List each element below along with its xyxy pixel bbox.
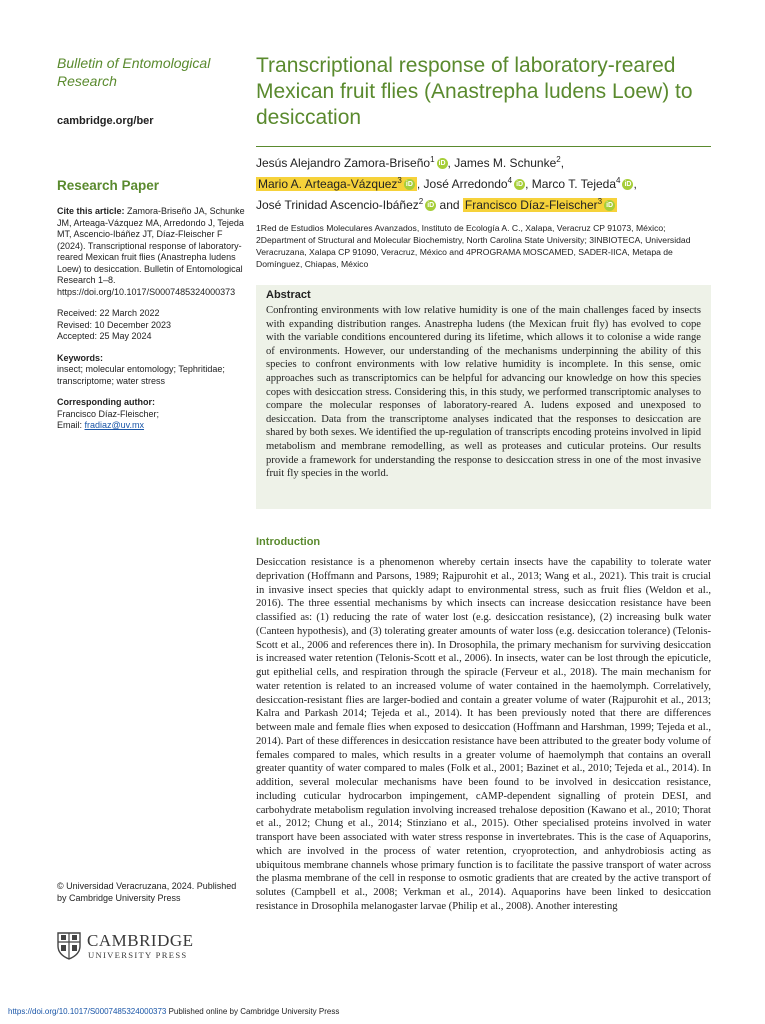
author-line: Jesús Alejandro Zamora-Briseño$^1$ iD , James M. Schunke$^2$, (256, 155, 565, 170)
dates (57, 308, 247, 343)
page-footer (8, 1007, 339, 1016)
journal-name: Bulletin of Entomological Research (57, 55, 211, 89)
author-name-text: James M. Schunke (454, 156, 557, 170)
affiliation-marker: 2 (418, 197, 424, 206)
footer-text: Published online by Cambridge University Press (168, 1007, 340, 1016)
affiliation-marker: 3 (397, 176, 402, 185)
keywords (57, 353, 247, 388)
author-name[interactable] (256, 177, 417, 191)
sidebar (57, 206, 247, 442)
affiliation-marker: 1 (430, 155, 435, 164)
publisher-name: CAMBRIDGE (87, 931, 194, 950)
author-name[interactable] (454, 156, 561, 170)
introduction-heading: Introduction (256, 536, 321, 548)
article-type: Research Paper (57, 178, 160, 193)
cite-label: Cite this article: (57, 206, 125, 216)
accepted-date: Accepted: 25 May 2024 (57, 331, 152, 341)
copyright: © Universidad Veracruzana, 2024. Published by Cambridge University Press (57, 881, 237, 903)
corr-label: Corresponding author: (57, 397, 155, 407)
author-line: Mario A. Arteaga-Vázquez$^3$ iD , José Arredondo$^4$ iD , Marco T. Tejeda$^4$ iD , (258, 176, 637, 191)
citation (57, 206, 247, 298)
affiliation-marker: 2 (556, 155, 561, 164)
doi-link[interactable]: https://doi.org/10.1017/S0007485324000373 (8, 1007, 167, 1016)
author-name[interactable] (256, 156, 448, 170)
email-link[interactable]: fradiaz@uv.mx (84, 420, 145, 430)
publisher-subname: UNIVERSITY PRESS (88, 950, 188, 960)
publisher-logo (57, 932, 247, 962)
keywords-label: Keywords: (57, 352, 104, 363)
shield-icon (57, 932, 81, 960)
corr-name: Francisco Díaz-Fleischer; (57, 408, 160, 419)
affiliation-marker: 4 (616, 176, 621, 185)
orcid-icon[interactable]: iD (516, 181, 524, 189)
orcid-icon[interactable]: iD (405, 181, 413, 189)
affiliations: 1Red de Estudios Moleculares Avanzados, Instituto de Ecología A. C., Xalapa, Veracruz CP 91073, México; 2Department of Structural and Molecular Biochemistry, North Carolina State University; 3INBIOTECA, Universidad Veracruzana, Xalapa CP 91090, Veracruz, México and 4PROGRAMA MOSCAMED, SADER-IICA, Metapa de Domínguez, Chiapas, México (256, 223, 691, 269)
keywords-text: insect; molecular entomology; Tephritidae; transcriptome; water stress (57, 364, 225, 386)
corresponding-author (57, 397, 247, 432)
author-name-text: José Trinidad Ascencio-Ibáñez (256, 198, 419, 212)
abstract-box (256, 285, 711, 509)
affiliation-marker: 4 (507, 176, 513, 185)
author-name-text: Mario A. Arteaga-Vázquez (258, 177, 398, 191)
author-name-text: Francisco Díaz-Fleischer (464, 198, 598, 212)
orcid-icon[interactable]: iD (606, 202, 614, 210)
author-name-text: José Arredondo (423, 177, 508, 191)
abstract-heading: Abstract (266, 289, 311, 301)
introduction-text: Desiccation resistance is a phenomenon whereby certain insects have the capability to tolerate water deprivation (Hoffmann and Parsons, 1989; Rajpurohit et al., 2013; Wang et al., 2021). This trait is crucial in invasive insect species that quickly adapt to environmental stress, such as fruit flies (Weldon et al., 2016). The three essential mechanisms by which insects can increase desiccation resistance have been classified as: (1) reducing the rate of water lost (e.g. desiccation resistance), (2) increasing bulk water (Canteen hypothesis), and (3) tolerating greater amounts of water loss (e.g. desiccation tolerance) (Telonis-Scott et al., 2006 and references there in). In Drosophila, the primary mechanism for surviving desiccation is increased water retention (Telonis-Scott et al., 2006). In insects, water can be lost through the epicuticle, gut epithelial cells, and respiration through the spiracle (Ferveur et al., 2018). The main mechanism for water retention is related to an increased volume of water contained in the haemolymph. Correlatively, desiccation-resistant flies are larger-bodied and contain a greater volume of water (Rajpurohit et al., 2013; Kalra and Parkash 2014; Tejeda et al., 2014). It has been previously noted that there are differences between male and female flies when exposed to desiccation (Hoffmann and Harshman, 1999; Tejeda et al., 2014). Part of these differences in desiccation resistance have been attributed to the greater body volume of females compared to males, which results in a greater volume of haemolymph that contains an overall greater quantity of water compared to males (Folk et al., 2001; Bazinet et al., 2010; Tejeda et al., 2014). In addition, several molecular mechanisms have been found to be involved in desiccation resistance, including cuticular hydrocarbon impingement, cAMP-dependent signalling of protein DESI, and carbohydrate metabolism regulation involving increased trehalose deposition (Kawano et al., 2010; Thorat et al., 2012; Chung et al., 2014; Stinziano et al., 2015). Other specialised proteins involved in water transport have been associated with water stress response in invertebrates. This is the case of Aquaporins, which are involved in the process of water retention, cryoprotection, and anhydrobiosis acting as ubiquitous membrane channels whose primary function is to facilitate the passive transport of water across the plasma membrane of the cell in response to osmotic gradients that are created by the active transport of solutes (Campbell et al., 2008; Verkman et al., 2014). Aquaporins have been linked to desiccation resistance in Drosophila melanogaster larvae (Philip et al., 2008). Another interesting (256, 557, 711, 912)
author-name-text: Marco T. Tejeda (531, 177, 617, 191)
author-name[interactable] (256, 198, 436, 212)
title-divider (256, 146, 711, 147)
cite-text: Zamora-Briseño JA, Schunke JM, Arteaga-Vázquez MA, Arredondo J, Tejeda MT, Ascencio-Ibáñez JT, Díaz-Fleischer F (2024). Transcriptional response of laboratory-reared Mexican fruit flies (Anastrepha ludens Loew) to desiccation. Bulletin of Entomological Research 1–8. https://doi.org/10.1017/S0007485324000373 (57, 206, 245, 297)
author-name[interactable] (424, 177, 526, 191)
journal-site[interactable]: cambridge.org/ber (57, 115, 154, 127)
author-line: José Trinidad Ascencio-Ibáñez$^2$ iD and Francisco Díaz-Fleischer$^3$ iD (256, 194, 617, 213)
email-label: Email: (57, 420, 83, 430)
abstract-text: Confronting environments with low relative humidity is one of the main challenges faced by insects with expanding distribution ranges. Anastrepha ludens (the Mexican fruit fly) has evolved to cope with the variable conditions encountered during its lifetime, which allows it to colonise a wide range of environments. However, our understanding of the mechanisms underpinning the ability of this species to confront environments with low relative humidity is incomplete. In this sense, omic approaches such as transcriptomics can be helpful for advancing our knowledge on how this species copes with desiccation stress. Considering this, in this study, we performed transcriptomic analyses to compare the molecular responses of laboratory-reared A. ludens exposed and unexposed to desiccation. Data from the transcriptome analyses indicated that the responses to desiccation are shared by both sexes. We identified the up-regulation of transcripts encoding proteins involved in lipid metabolism and membrane remodelling, as well as proteases and cuticular proteins. Our results provide a framework for understanding the response to desiccation stress in one of the most invasive fruit fly species in the world. (266, 305, 701, 480)
author-name[interactable] (532, 177, 634, 191)
affiliation-marker: 3 (597, 197, 603, 206)
orcid-icon[interactable]: iD (427, 202, 435, 210)
revised-date: Revised: 10 December 2023 (57, 319, 172, 330)
author-name-text: Jesús Alejandro Zamora-Briseño (256, 156, 431, 170)
received-date: Received: 22 March 2022 (57, 308, 160, 318)
orcid-icon[interactable]: iD (624, 181, 632, 189)
article-title: Transcriptional response of laboratory-reared Mexican fruit flies (Anastrepha ludens Loew) to desiccation (256, 54, 693, 129)
orcid-icon[interactable]: iD (438, 160, 446, 168)
author-name[interactable] (463, 198, 617, 212)
